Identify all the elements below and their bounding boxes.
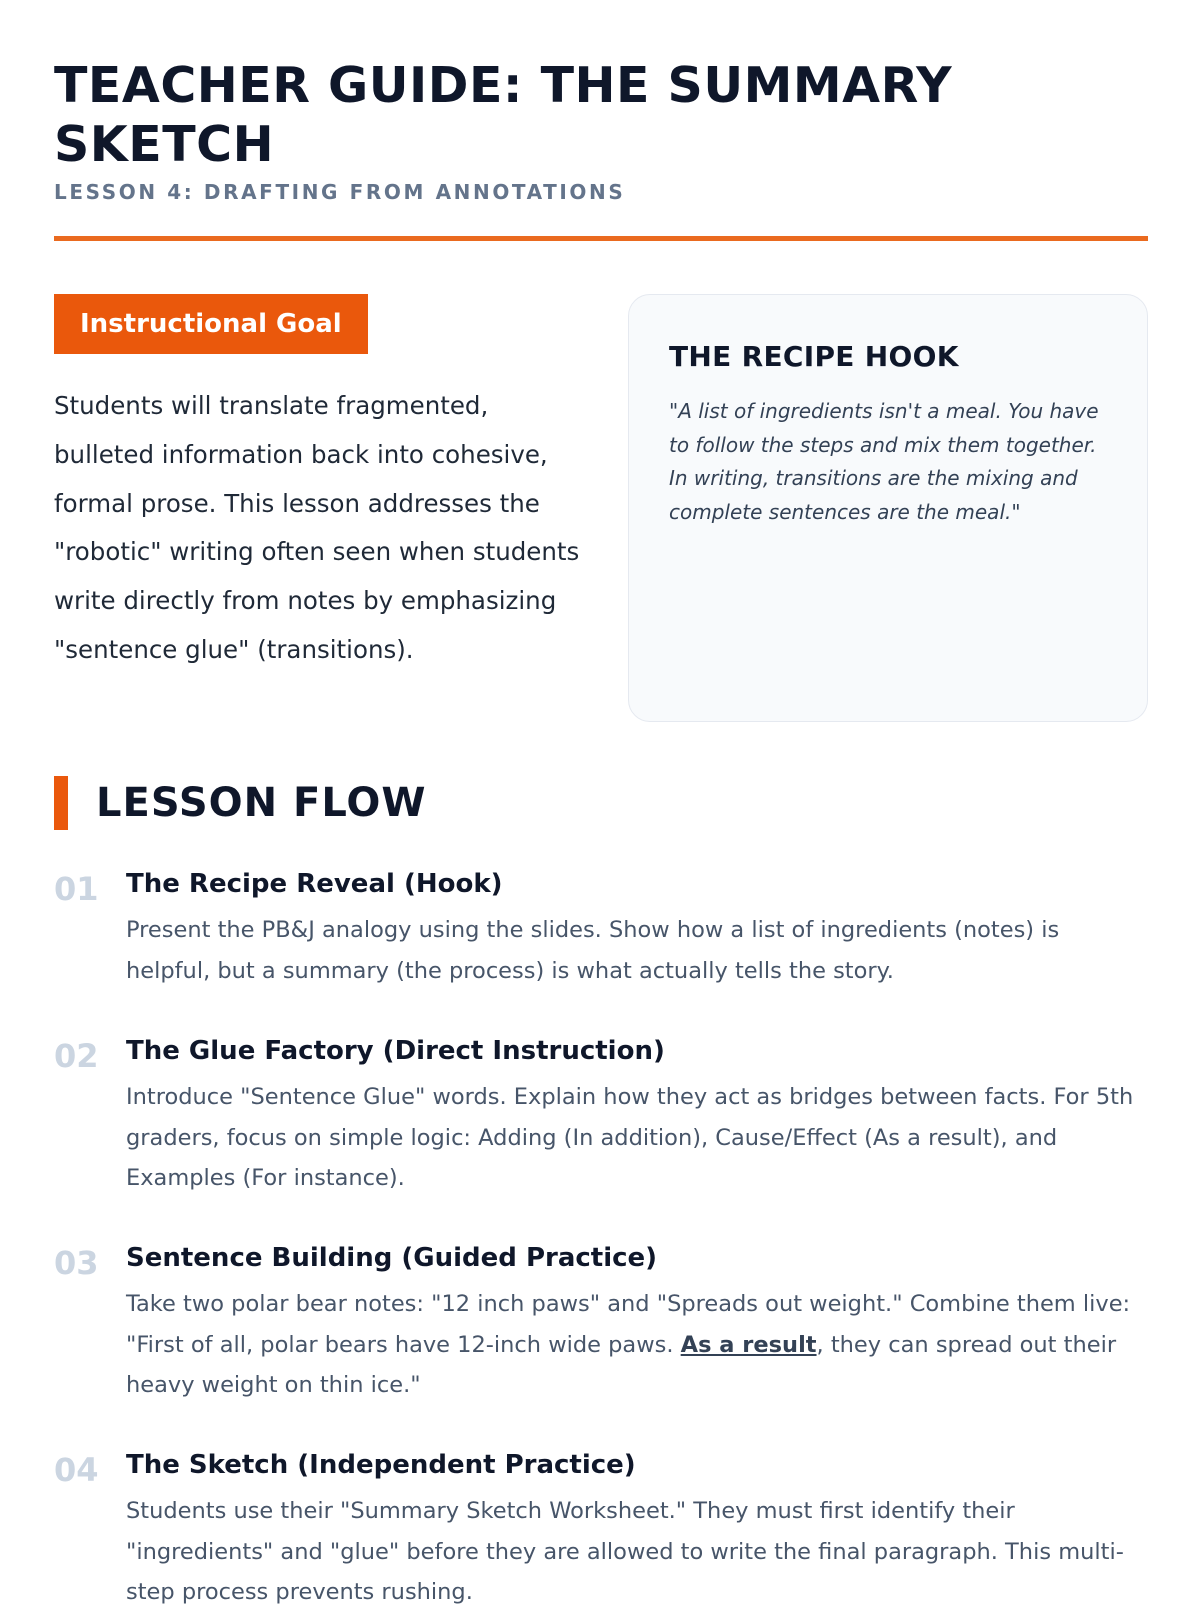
step-description: Students use their "Summary Sketch Worksheet." They must first identify their "ingredients" and "glue" before they are allowed to write the final paragraph. This multi-step process prevents rushing. bbox=[126, 1498, 1124, 1605]
lesson-flow-accent-bar bbox=[54, 776, 68, 830]
step-number: 02 bbox=[54, 1037, 99, 1075]
step-number: 03 bbox=[54, 1244, 99, 1282]
lesson-flow-title: LESSON FLOW bbox=[96, 780, 427, 826]
header-divider bbox=[54, 236, 1148, 241]
step-number: 01 bbox=[54, 870, 99, 908]
step-number: 04 bbox=[54, 1451, 99, 1489]
step-title: The Recipe Reveal (Hook) bbox=[126, 869, 503, 899]
step-title: The Sketch (Independent Practice) bbox=[126, 1450, 636, 1480]
instructional-goal-text: Students will translate fragmented, bulleted information back into cohesive, formal prose. This lesson addresses the "robotic" writing often seen when students write directly from notes by emphasizing "sentence glue" (transitions). bbox=[54, 391, 580, 664]
lesson-flow-heading bbox=[54, 776, 427, 830]
transition-emphasis: As a result bbox=[680, 1331, 817, 1358]
step-title: The Glue Factory (Direct Instruction) bbox=[126, 1036, 665, 1066]
step-title: Sentence Building (Guided Practice) bbox=[126, 1243, 658, 1273]
recipe-hook-card bbox=[628, 294, 1148, 722]
step-description: Introduce "Sentence Glue" words. Explain how they act as bridges between facts. For 5th graders, focus on simple logic: Adding (In addition), Cause/Effect (As a result), and Examples (For instance). bbox=[126, 1084, 1134, 1191]
instructional-goal-badge: Instructional Goal bbox=[54, 294, 368, 354]
recipe-hook-title: THE RECIPE HOOK bbox=[669, 340, 959, 373]
step-description: Present the PB&J analogy using the slides. Show how a list of ingredients (notes) is helpful, but a summary (the process) is what actually tells the story. bbox=[126, 917, 1060, 984]
page-subtitle: LESSON 4: DRAFTING FROM ANNOTATIONS bbox=[54, 180, 626, 204]
step-description-part: Take two polar bear notes: "12 inch paws" and "Spreads out weight." Combine them live: "First of all, polar bears have 12-inch wide paws. bbox=[126, 1291, 1131, 1358]
step-description-part: , they can spread out their heavy weight on thin ice." bbox=[126, 1331, 1117, 1398]
recipe-hook-quote: "A list of ingredients isn't a meal. You have to follow the steps and mix them together. In writing, transitions are the mixing and complete sentences are the meal." bbox=[669, 399, 1099, 524]
step-description bbox=[126, 1284, 1148, 1406]
page-title: TEACHER GUIDE: THE SUMMARY SKETCH bbox=[54, 57, 953, 173]
